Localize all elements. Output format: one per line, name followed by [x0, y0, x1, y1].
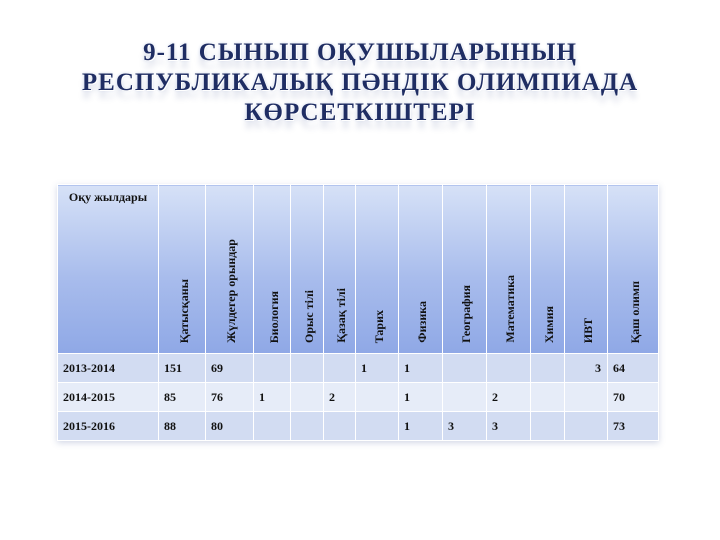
table-cell: 2 — [324, 383, 356, 412]
header-label: Қазақ тілі — [334, 288, 348, 343]
header-col-prizewinners — [206, 185, 254, 354]
row-year: 2014-2015 — [58, 383, 159, 412]
header-label: ИВТ — [580, 317, 595, 343]
title-line-2: РЕСПУБЛИКАЛЫҚ ПӘНДІК ОЛИМПИАДА — [81, 69, 639, 96]
table-cell: 3 — [565, 354, 608, 383]
table-cell — [356, 412, 399, 441]
table-cell: 73 — [608, 412, 659, 441]
header-label: Тарих — [371, 309, 386, 343]
header-label: Жүлдегер орындар — [224, 239, 238, 343]
table-cell: 2 — [487, 383, 531, 412]
header-col-remaining — [608, 185, 659, 354]
table-cell: 69 — [206, 354, 254, 383]
table-cell: 85 — [159, 383, 206, 412]
table-row — [58, 412, 659, 441]
header-col-russian — [291, 185, 324, 354]
table-cell — [443, 354, 487, 383]
table-cell — [324, 354, 356, 383]
table-cell — [531, 354, 565, 383]
page-title — [60, 38, 660, 128]
header-col-chemistry — [531, 185, 565, 354]
table-cell — [324, 412, 356, 441]
header-label: Орыс тілі — [301, 290, 316, 343]
table-cell: 1 — [356, 354, 399, 383]
table-cell — [443, 383, 487, 412]
header-label: Қаш олимп — [627, 280, 642, 343]
table-cell: 151 — [159, 354, 206, 383]
table-cell: 3 — [487, 412, 531, 441]
table-cell: 1 — [399, 383, 443, 412]
header-label: Физика — [415, 301, 429, 343]
header-label: Химия — [542, 305, 556, 343]
header-col-history — [356, 185, 399, 354]
row-year: 2015-2016 — [58, 412, 159, 441]
title-line-3: КӨРСЕТКІШТЕРІ — [244, 99, 476, 126]
table-cell — [356, 383, 399, 412]
header-years-label: Оқу жылдары — [68, 190, 148, 204]
table-cell — [291, 412, 324, 441]
table-cell — [531, 383, 565, 412]
table-cell: 70 — [608, 383, 659, 412]
table-cell: 76 — [206, 383, 254, 412]
header-label: Биология — [266, 290, 281, 343]
table-cell — [254, 354, 291, 383]
row-year: 2013-2014 — [58, 354, 159, 383]
header-col-physics — [399, 185, 443, 354]
header-col-ivt — [565, 185, 608, 354]
header-col-kazakh — [324, 185, 356, 354]
table-cell: 1 — [254, 383, 291, 412]
header-label: Қатысқаны — [176, 278, 191, 343]
title-line-1: 9-11 СЫНЫП ОҚУШЫЛАРЫНЫҢ — [143, 39, 577, 66]
header-col-biology — [254, 185, 291, 354]
table-cell: 3 — [443, 412, 487, 441]
header-col-participants — [159, 185, 206, 354]
table-cell — [565, 412, 608, 441]
header-label: Математика — [503, 275, 517, 343]
table-cell: 1 — [399, 354, 443, 383]
table-cell: 1 — [399, 412, 443, 441]
table-cell: 64 — [608, 354, 659, 383]
table-row — [58, 383, 659, 412]
olympiad-results-table — [57, 184, 659, 441]
header-col-mathematics — [487, 185, 531, 354]
header-col-geography — [443, 185, 487, 354]
table-cell — [565, 383, 608, 412]
table-cell: 88 — [159, 412, 206, 441]
table-cell: 80 — [206, 412, 254, 441]
header-label: География — [459, 285, 473, 343]
header-years — [58, 185, 159, 354]
table-cell — [291, 383, 324, 412]
table-row — [58, 354, 659, 383]
table-cell — [254, 412, 291, 441]
table-header-row — [58, 185, 659, 354]
table-cell — [531, 412, 565, 441]
table-cell — [291, 354, 324, 383]
table-cell — [487, 354, 531, 383]
